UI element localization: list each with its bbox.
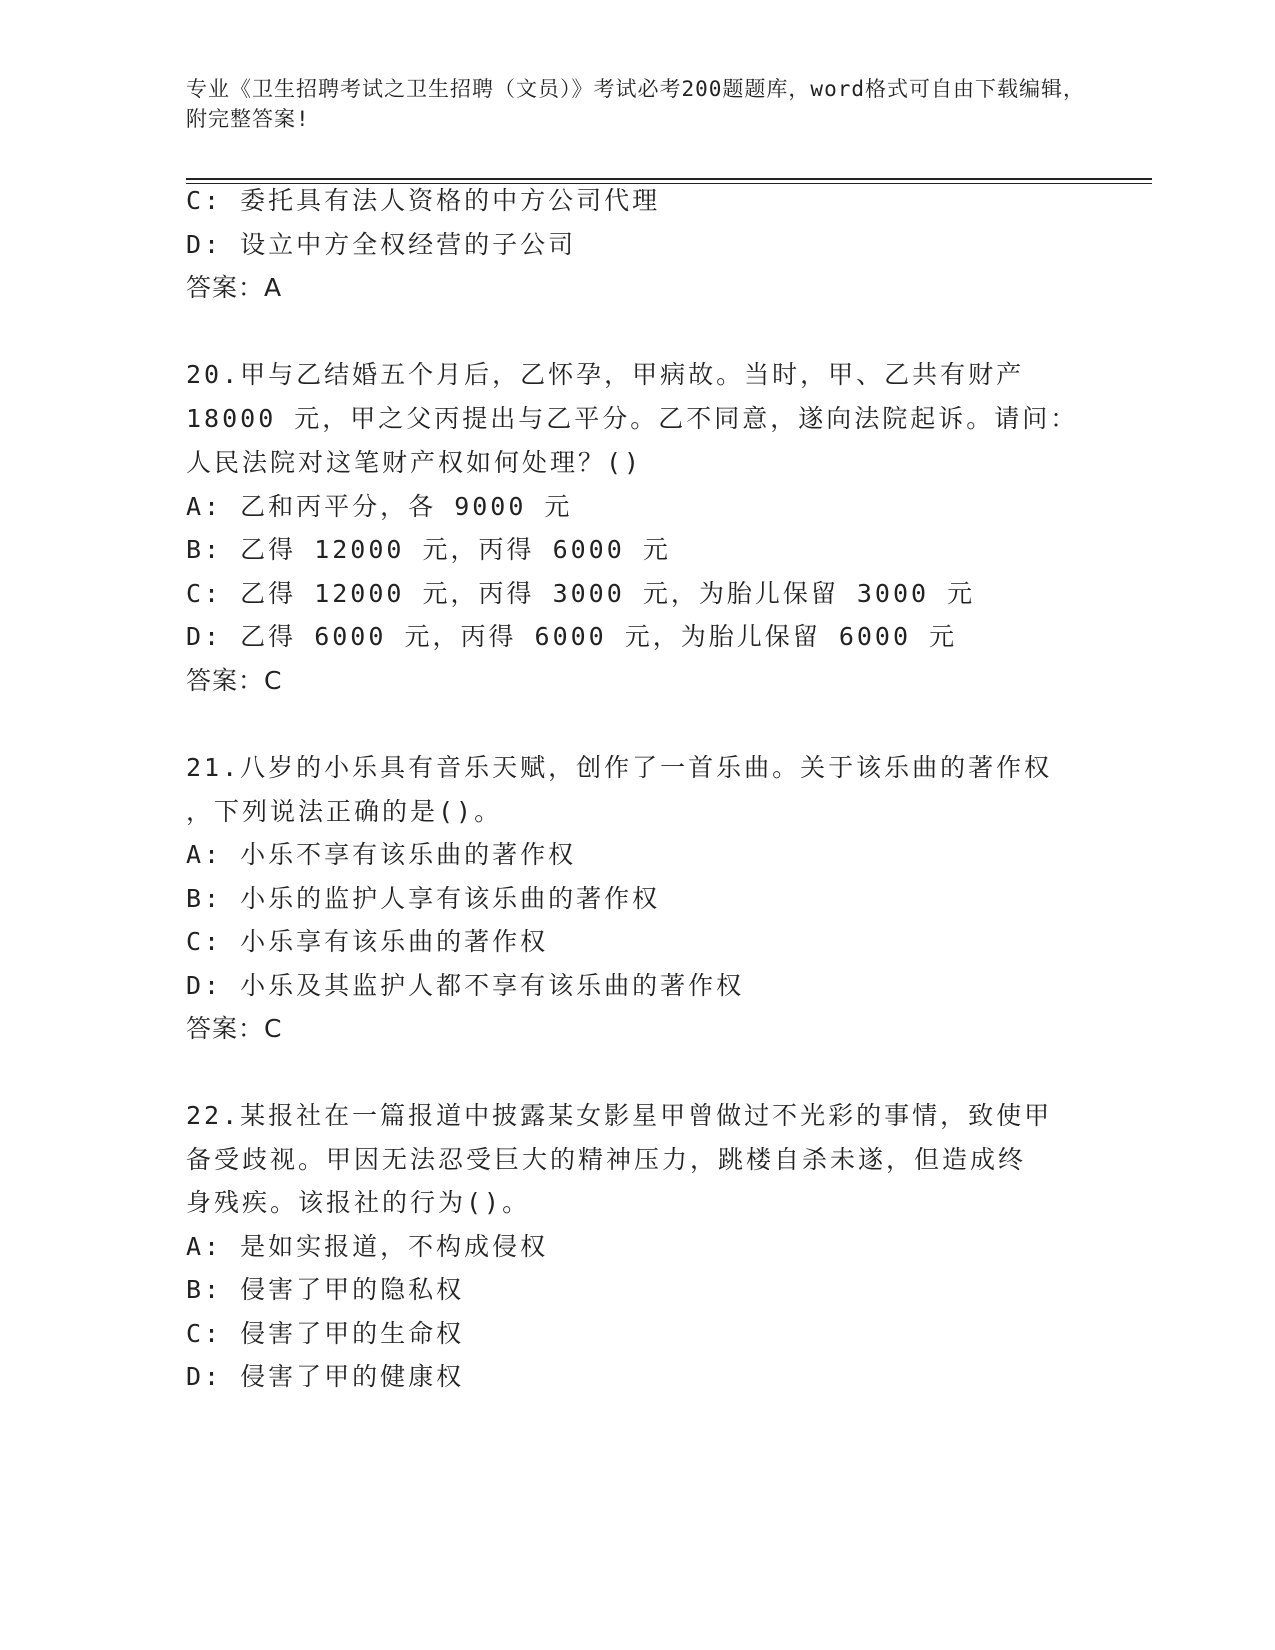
q21-option-c: C: 小乐享有该乐曲的著作权: [186, 927, 549, 956]
q22-option-c: C: 侵害了甲的生命权: [186, 1319, 465, 1348]
q22-option-b: B: 侵害了甲的隐私权: [186, 1275, 465, 1304]
q21-stem-line-1: 21.八岁的小乐具有音乐天赋，创作了一首乐曲。关于该乐曲的著作权: [186, 753, 1053, 782]
q20-stem-line-1: 20.甲与乙结婚五个月后，乙怀孕，甲病故。当时，甲、乙共有财产: [186, 360, 1025, 389]
q21-option-d: D: 小乐及其监护人都不享有该乐曲的著作权: [186, 971, 745, 1000]
q20-option-d: D: 乙得 6000 元，丙得 6000 元，为胎儿保留 6000 元: [186, 622, 958, 651]
prev-option-d: D: 设立中方全权经营的子公司: [186, 230, 577, 259]
q20-option-c: C: 乙得 12000 元，丙得 3000 元，为胎儿保留 3000 元: [186, 579, 976, 608]
document-header: 专业《卫生招聘考试之卫生招聘（文员）》考试必考200题题库，word格式可自由下载编辑，附完整答案!: [186, 77, 1085, 131]
q20-option-a: A: 乙和丙平分，各 9000 元: [186, 492, 573, 521]
q22-stem-line-2: 备受歧视。甲因无法忍受巨大的精神压力，跳楼自杀未遂，但造成终: [186, 1145, 1027, 1174]
header-divider-thick: [186, 178, 1152, 180]
q20-stem-line-2: 18000 元，甲之父丙提出与乙平分。乙不同意，遂向法院起诉。请问：: [186, 404, 1079, 433]
q21-option-a: A: 小乐不享有该乐曲的著作权: [186, 840, 577, 869]
q22-stem-line-1: 22.某报社在一篇报道中披露某女影星甲曾做过不光彩的事情，致使甲: [186, 1101, 1053, 1130]
q20-stem-line-3: 人民法院对这笔财产权如何处理？(): [186, 448, 643, 477]
q20-option-b: B: 乙得 12000 元，丙得 6000 元: [186, 535, 671, 564]
q22-option-d: D: 侵害了甲的健康权: [186, 1362, 465, 1391]
prev-option-c: C: 委托具有法人资格的中方公司代理: [186, 186, 661, 215]
q20-answer: 答案：C: [186, 666, 283, 695]
q22-option-a: A: 是如实报道，不构成侵权: [186, 1232, 549, 1261]
prev-answer: 答案：A: [186, 273, 283, 302]
q21-option-b: B: 小乐的监护人享有该乐曲的著作权: [186, 884, 661, 913]
q21-stem-line-2: ，下列说法正确的是()。: [186, 797, 503, 826]
q21-answer: 答案：C: [186, 1014, 283, 1043]
q22-stem-line-3: 身残疾。该报社的行为()。: [186, 1188, 531, 1217]
